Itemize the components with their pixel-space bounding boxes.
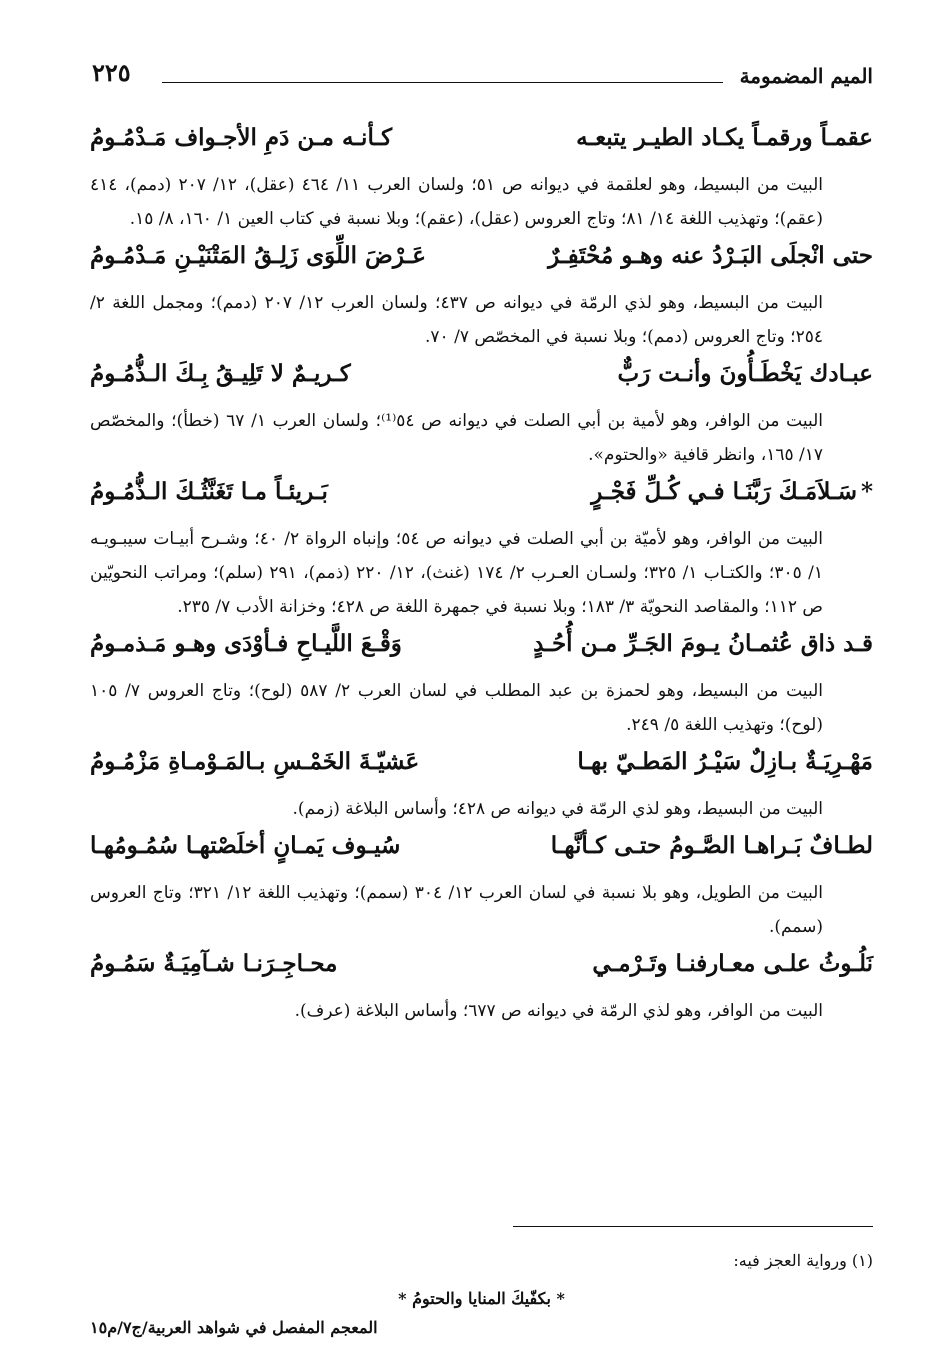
second-hemistich: عَشيّـةَ الخَمْـسِ بـالمَـوْمـاةِ مَزْمُـومُ xyxy=(90,748,420,775)
verse-line xyxy=(90,236,873,286)
first-hemistich-text: سَـلاَمَـكَ رَبَّنَـا فـي كُـلِّ فَجْـرٍ xyxy=(591,478,857,505)
entry xyxy=(90,354,873,472)
verse-commentary: البيت من البسيط، وهو لعلقمة في ديوانه ص ٥١؛ ولسان العرب ١١/ ٤٦٤ (عقل)، ١٢/ ٢٠٧ (دمم)، ٤١٤ (عقم)؛ وتهذيب اللغة ١٤/ ٨١؛ وتاج العروس (عقل)، (عقم)؛ وبلا نسبة في كتاب العين ١/ ١٦٠، ٨/ ١٥. xyxy=(90,175,823,229)
entry xyxy=(90,742,873,826)
verse-commentary: البيت من البسيط، وهو لذي الرمّة في ديوانه ص ٤٣٧؛ ولسان العرب ١٢/ ٢٠٧ (دمم)؛ ومجمل اللغة ٢/ ٢٥٤؛ وتاج العروس (دمم)؛ وبلا نسبة في المخصّص ٧/ ٧٠. xyxy=(90,293,823,347)
first-hemistich: عقمـاً ورقمـاً يكـاد الطيـر يتبعـه xyxy=(576,124,873,151)
star-marker: * xyxy=(860,478,873,505)
chapter-title: الميم المضمومة xyxy=(739,64,873,88)
entry xyxy=(90,236,873,354)
footnote-text: (١) ورواية العجز فيه: xyxy=(733,1251,873,1270)
second-hemistich: كـريـمٌ لا تَلِيـقُ بِـكَ الـذُّمُـومُ xyxy=(90,360,351,387)
entry xyxy=(90,624,873,742)
entry xyxy=(90,944,873,1028)
verse-line xyxy=(90,472,873,522)
first-hemistich: قـد ذاق عُثمـانُ يـومَ الجَـرِّ مـن أُحُـدٍ xyxy=(533,630,873,657)
book-source: المعجم المفصل في شواهد العربية/ج٧/م١٥ xyxy=(90,1318,378,1337)
verse-line xyxy=(90,354,873,404)
first-hemistich: مَهْـرِيَـةٌ بـازِلٌ سَيْـرُ المَطـيّ بهـا xyxy=(577,748,873,775)
entry xyxy=(90,826,873,944)
page-number: ٢٢٥ xyxy=(92,58,131,87)
verse-commentary: البيت من الوافر، وهو لأمية بن أبي الصلت في ديوانه ص ٥٤⁽¹⁾؛ ولسان العرب ١/ ٦٧ (خطأ)؛ والمخصّص ١٧/ ١٦٥، وانظر قافية «والحتوم». xyxy=(90,411,824,465)
entries-list xyxy=(90,118,873,1028)
running-header xyxy=(92,58,873,94)
first-hemistich: لطـافٌ بَـراهـا الصَّـومُ حتـى كـأنَّهـا xyxy=(550,832,873,859)
footnote xyxy=(90,1246,873,1314)
footnote-rule xyxy=(513,1226,873,1227)
first-hemistich: عبـادك يَخْطَـأُونَ وأنـت رَبٌّ xyxy=(617,360,873,387)
verse-commentary: البيت من الوافر، وهو لأميّة بن أبي الصلت في ديوانه ص ٥٤؛ وإنباه الرواة ٢/ ٤٠؛ وشـرح أبيـات سيبـويـه ١/ ٣٠٥؛ والكتـاب ١/ ٣٢٥؛ ولسـان العـرب ٢/ ١٧٤ (غنث)، ١٢/ ٢٢٠ (ذمم)، ٢٩١ (سلم)؛ ومراتب النحويّين ص ١١٢؛ والمقاصد النحويّة ٣/ ١٨٣؛ وبلا نسبة في جمهرة اللغة ص ٤٢٨؛ وخزانة الأدب ٧/ ٢٣٥. xyxy=(90,529,824,617)
verse-commentary: البيت من الطويل، وهو بلا نسبة في لسان العرب ١٢/ ٣٠٤ (سمم)؛ وتهذيب اللغة ١٢/ ٣٢١؛ وتاج العروس (سمم). xyxy=(90,883,823,937)
second-hemistich: بَـريئـاً مـا تَغَنَّثُـكَ الـذُّمُـومُ xyxy=(90,478,328,505)
verse-line xyxy=(90,624,873,674)
entry xyxy=(90,118,873,236)
second-hemistich: محـاجِـرَنـا شـآمِيَـةٌ سَمُـومُ xyxy=(90,950,338,977)
first-hemistich: حتى انْجلَى البَـرْدُ عنه وهـو مُحْتَفِـرٌ xyxy=(548,242,873,269)
second-hemistich: وَقْـعَ اللَّيـاحِ فـأوْدَى وهـو مَـذمـومُ xyxy=(90,630,402,657)
second-hemistich: سُيـوف يَمـانٍ أخلَصْتهـا سُمُـومُهـا xyxy=(90,832,401,859)
verse-commentary: البيت من البسيط، وهو لذي الرمّة في ديوانه ص ٤٢٨؛ وأساس البلاغة (زمم). xyxy=(292,799,823,819)
second-hemistich: عَـرْضَ اللِّوَى زَلِـقُ المَتْنَيْـنِ مَـدْمُـومُ xyxy=(90,242,426,269)
verse-commentary: البيت من الوافر، وهو لذي الرمّة في ديوانه ص ٦٧٧؛ وأساس البلاغة (عرف). xyxy=(294,1001,823,1021)
verse-commentary: البيت من البسيط، وهو لحمزة بن عبد المطلب في لسان العرب ٢/ ٥٨٧ (لوح)؛ وتاج العروس ٧/ ١٠٥ (لوح)؛ وتهذيب اللغة ٥/ ٢٤٩. xyxy=(90,681,823,735)
verse-line xyxy=(90,944,873,994)
header-rule xyxy=(162,82,723,83)
verse-line xyxy=(90,742,873,792)
footnote-citation: * بكفّيكَ المنايا والحتومُ * xyxy=(398,1289,565,1308)
verse-line xyxy=(90,826,873,876)
entry xyxy=(90,472,873,624)
first-hemistich xyxy=(591,478,873,505)
second-hemistich: كـأنـه مـن دَمِ الأجـواف مَـدْمُـومُ xyxy=(90,124,393,151)
verse-line xyxy=(90,118,873,168)
first-hemistich: نَلُـوثُ علـى معـارفنـا وتَـرْمـي xyxy=(592,950,873,977)
